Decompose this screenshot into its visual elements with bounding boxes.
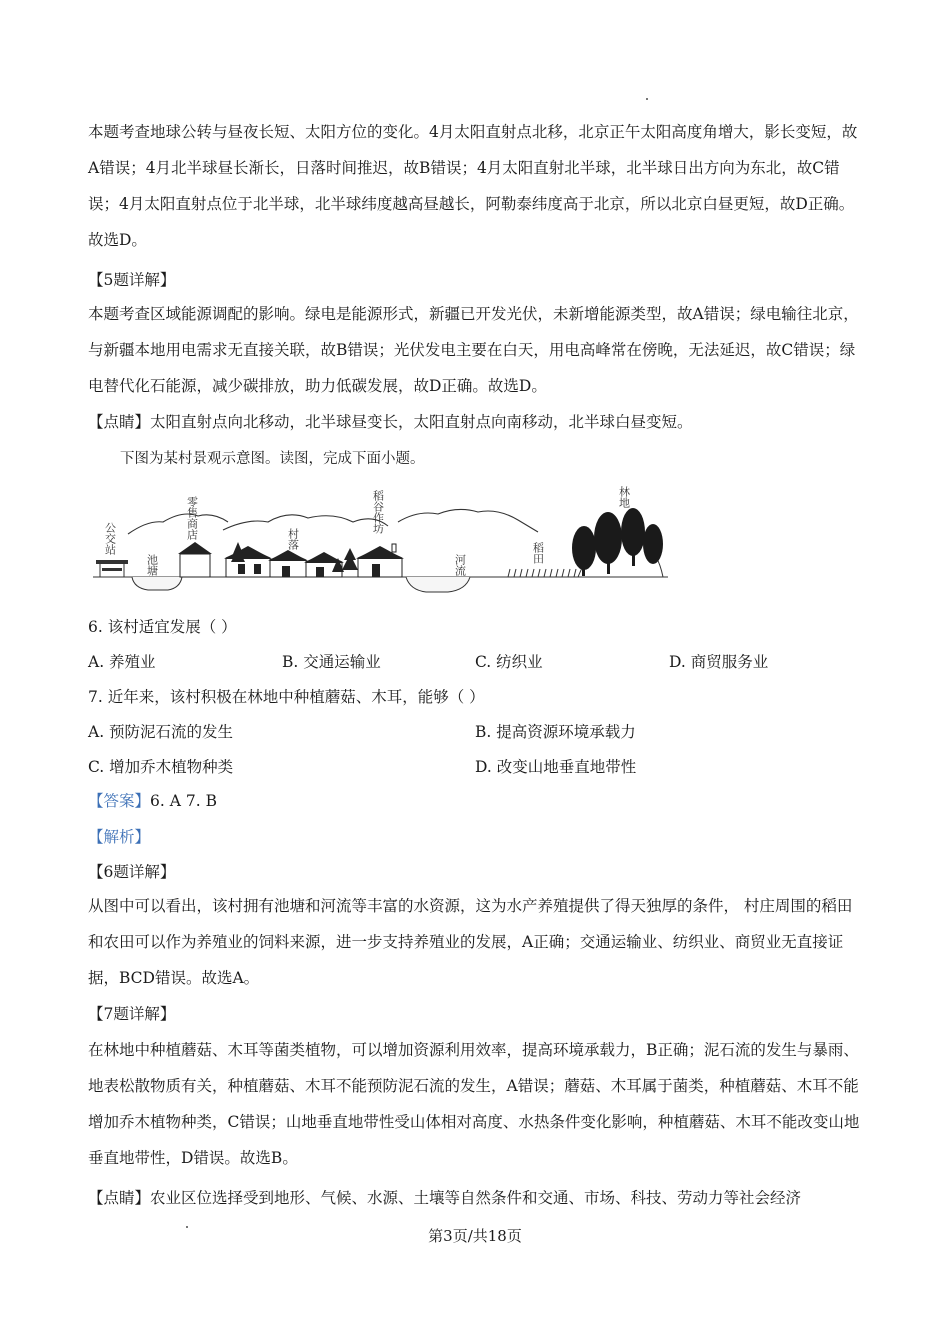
q7-option-b: B. 提高资源环境承载力: [475, 723, 636, 741]
q7-option-c: C. 增加乔木植物种类: [88, 758, 234, 776]
q6-explanation: 从图中可以看出，该村拥有池塘和河流等丰富的水资源，这为水产养殖提供了得天独厚的条件， 村庄周围的稻田和农田可以作为养殖业的饲料来源，进一步支持养殖业的发展，A正确；交通运输业、纺织业、商贸业无直接证据，BCD错误。故选A。: [88, 897, 853, 987]
q6-option-d: D. 商贸服务业: [669, 653, 769, 671]
river-shape: [406, 577, 470, 592]
q5-explanation: 本题考查区域能源调配的影响。绿电是能源形式，新疆已开发光伏，未新增能源类型，故A错误；绿电输往北京，与新疆本地用电需求无直接关联，故B错误；光伏发电主要在白天，用电高峰常在傍晚，无法延迟，故C错误；绿电替代化石能源，减少碳排放，助力低碳发展，故D正确。故选D。: [88, 305, 859, 395]
tip-2: [88, 1186, 801, 1210]
q7-option-d: D. 改变山地垂直地带性: [475, 758, 637, 776]
label-mill: 稻谷作坊: [371, 490, 385, 534]
q7-option-a: A. 预防泥石流的发生: [88, 723, 234, 741]
q7-header: 【7题详解】: [88, 1005, 176, 1023]
q4-explanation: 本题考查地球公转与昼夜长短、太阳方位的变化。4月太阳直射点北移，北京正午太阳高度角增大，影长变短，故A错误；4月北半球昼长渐长，日落时间推迟，故B错误；4月太阳直射北半球，北半球日出方向为东北，故C错误；4月太阳直射点位于北半球，北半球纬度越高昼越长，阿勒泰纬度高于北京，所以北京白昼更短，故D正确。故选D。: [88, 123, 858, 249]
pond-shape: [132, 577, 182, 590]
q6-header: 【6题详解】: [88, 863, 176, 881]
q6-option-a: A. 养殖业: [88, 653, 156, 671]
page-footer: 第3页/共18页: [428, 1227, 522, 1245]
tip-2-label: 【点睛】: [88, 1189, 151, 1207]
label-pond: 池塘: [145, 554, 159, 576]
q5-header: 【5题详解】: [88, 271, 176, 289]
q7-stem: 7. 近年来，该村积极在林地中种植蘑菇、木耳，能够（ ）: [88, 688, 485, 706]
bus-stop-shelter: [96, 560, 128, 577]
label-paddy: 稻田: [531, 542, 545, 564]
answer-text: 6. A 7. B: [150, 792, 217, 810]
tip-1-label: 【点睛】: [88, 413, 151, 431]
village-landscape-figure: [88, 482, 668, 600]
tip-1-text: 太阳直射点向北移动，北半球昼变长，太阳直射点向南移动，北半球白昼变短。: [150, 413, 693, 431]
q7-explanation: 在林地中种植蘑菇、木耳等菌类植物，可以增加资源利用效率，提高环境承载力，B正确；泥石流的发生与暴雨、地表松散物质有关，种植蘑菇、木耳不能预防泥石流的发生，A错误；蘑菇、木耳属于菌类，种植蘑菇、木耳不能增加乔木植物种类，C错误；山地垂直地带性受山体相对高度、水热条件变化影响，种植蘑菇、木耳不能改变山地垂直地带性，D错误。故选B。: [88, 1041, 860, 1167]
scan-dot: [646, 98, 648, 100]
forest-trees: [572, 508, 663, 577]
label-forest: 林地: [617, 486, 631, 508]
label-bus-stop: 公交站: [103, 522, 117, 555]
q6-option-b: B. 交通运输业: [282, 653, 381, 671]
paddy-rows: [508, 569, 582, 577]
analysis-label: 【解析】: [88, 828, 151, 846]
q6-stem: 6. 该村适宜发展（ ）: [88, 618, 237, 636]
answer-line: [88, 789, 217, 813]
label-village: 村落: [286, 528, 300, 550]
label-shop: 零售商店: [185, 496, 199, 540]
label-river: 河流: [453, 554, 467, 576]
q6-option-c: C. 纺织业: [475, 653, 543, 671]
figure-intro: 下图为某村景观示意图。读图，完成下面小题。: [120, 451, 425, 467]
tip-1: [88, 410, 693, 434]
tip-2-text: 农业区位选择受到地形、气候、水源、土壤等自然条件和交通、市场、科技、劳动力等社会经济: [150, 1189, 802, 1207]
answer-label: 【答案】: [88, 792, 151, 810]
